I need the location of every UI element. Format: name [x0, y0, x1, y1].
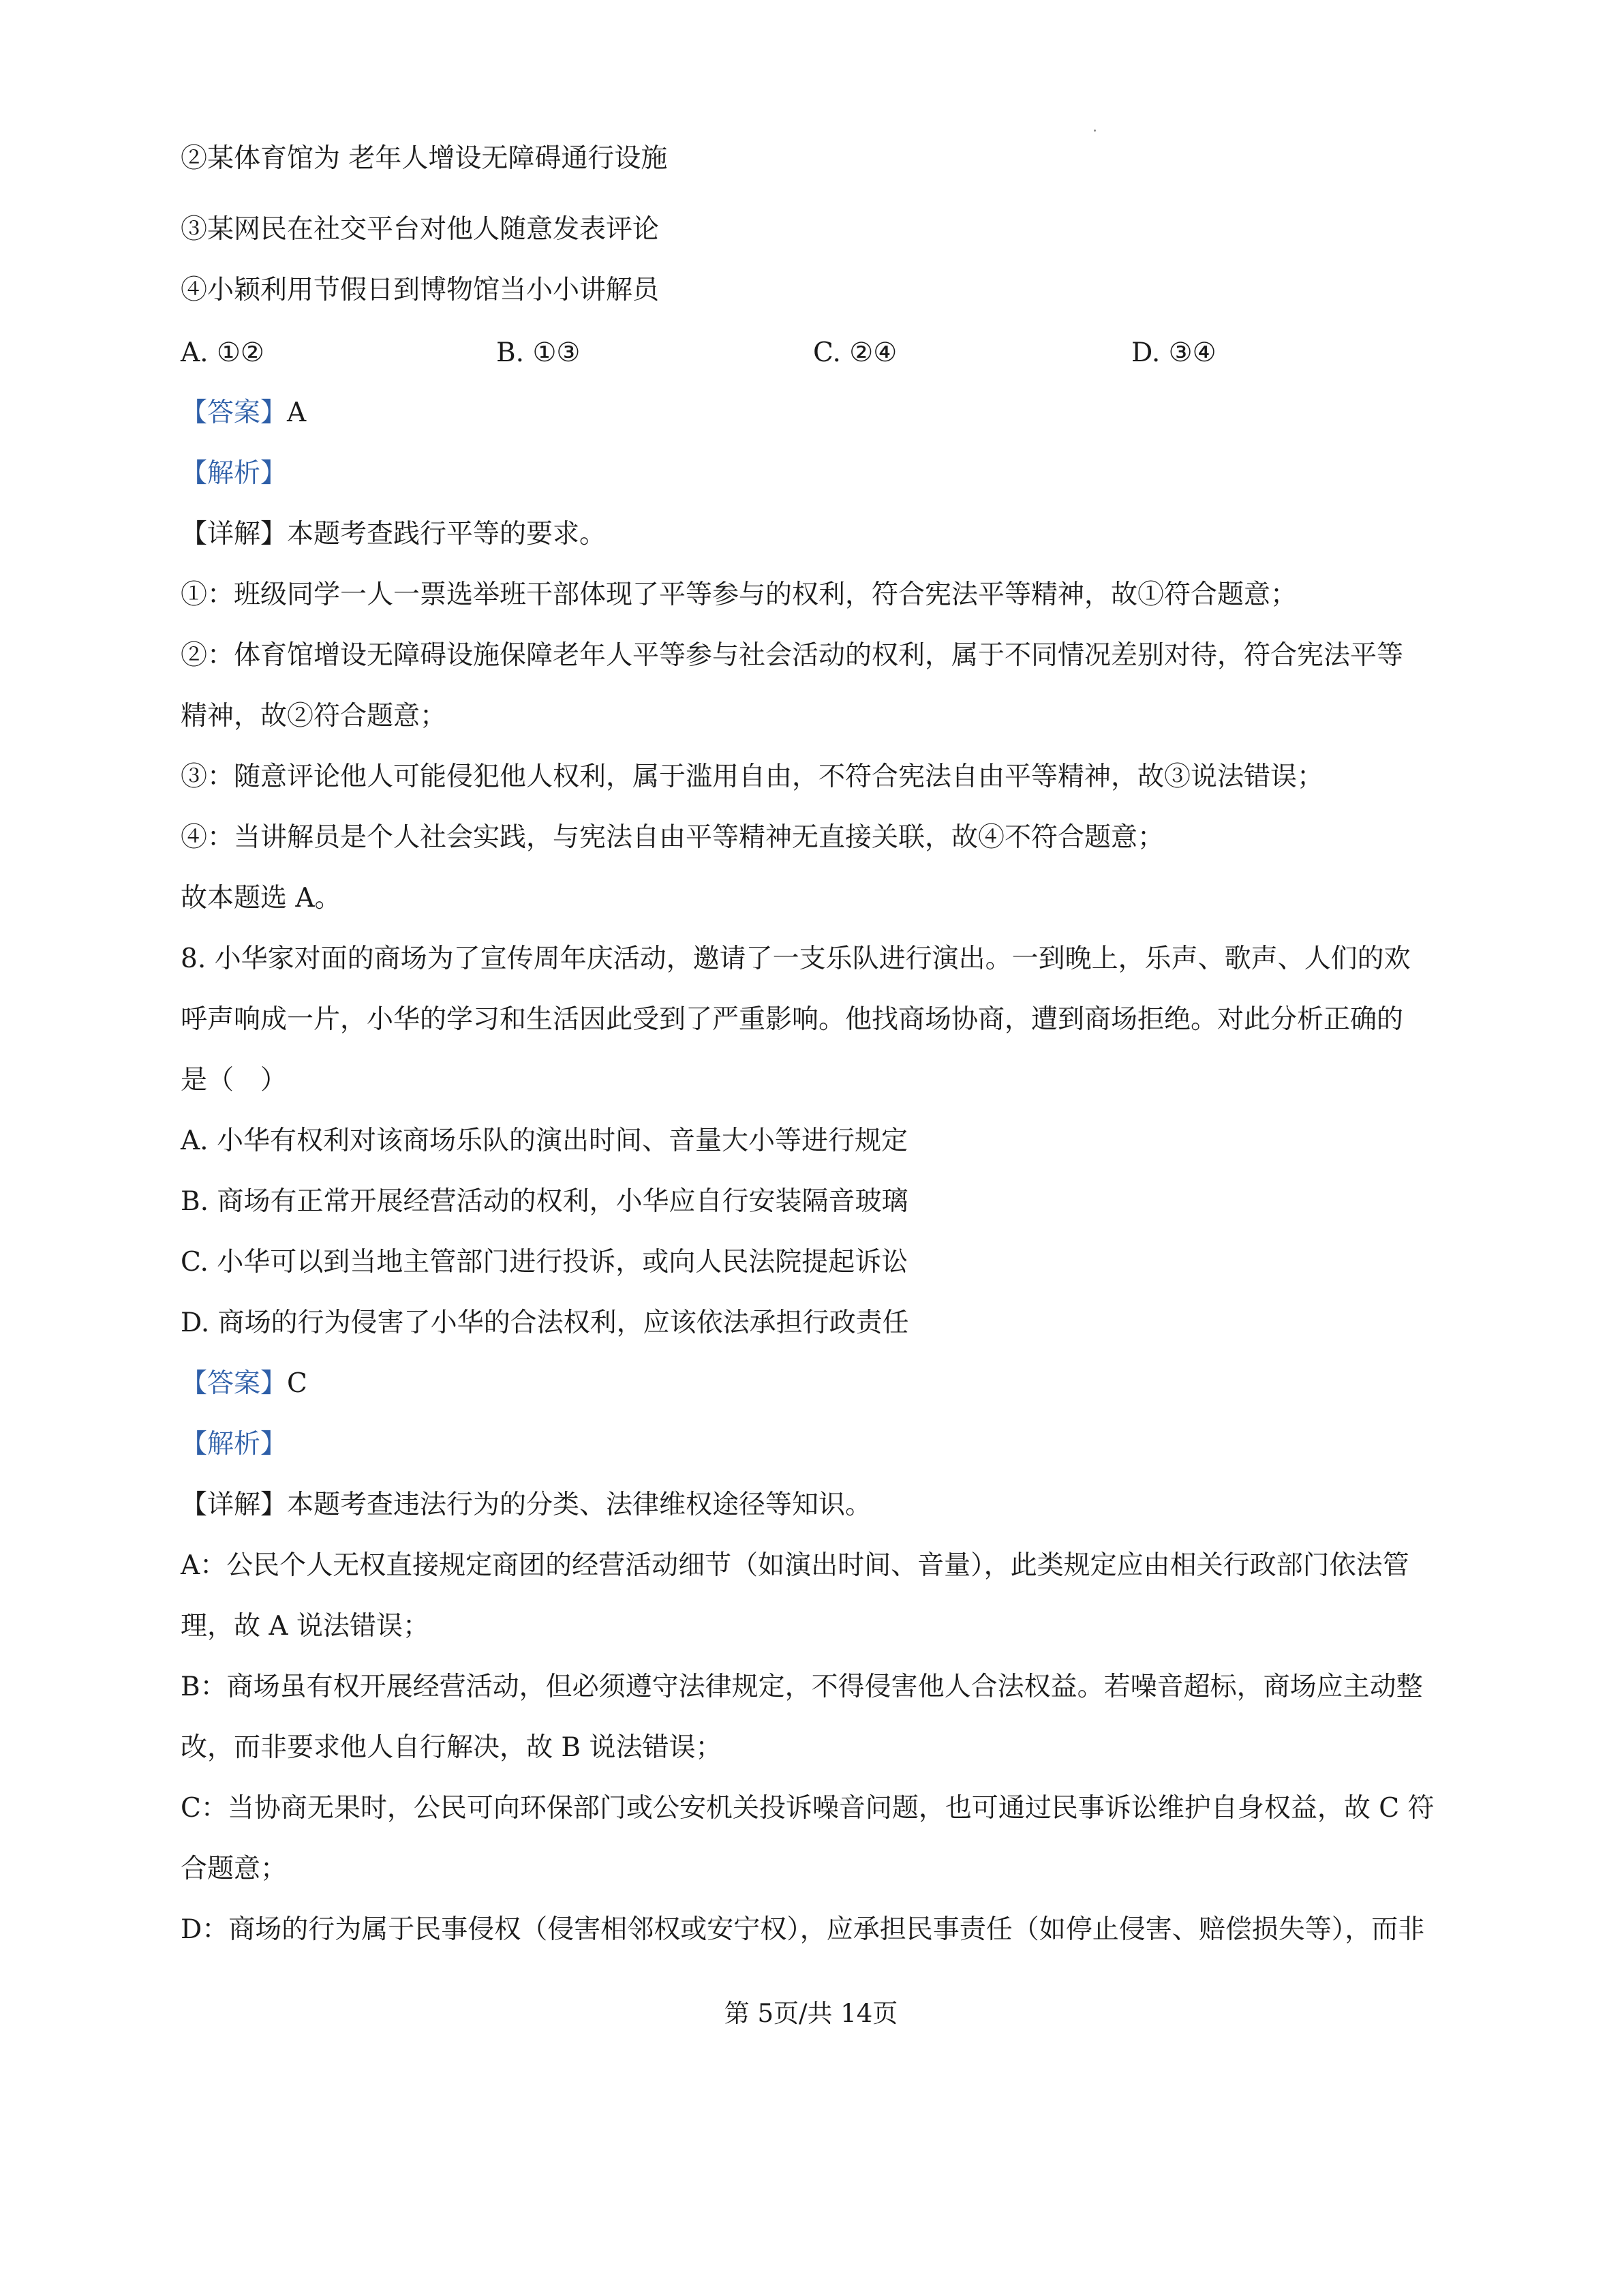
analysis-label: 【解析】 [181, 458, 288, 489]
q7-detail [181, 515, 606, 554]
q7-option-a: A. ①② [181, 337, 264, 368]
q8-option-d: D. 商场的行为侵害了小华的合法权利，应该依法承担行政责任 [181, 1308, 909, 1338]
q8-stem-line-1: 8. 小华家对面的商场为了宣传周年庆活动，邀请了一支乐队进行演出。一到晚上，乐声、歌声、人们的欢 [181, 943, 1411, 974]
q7-conclusion: 故本题选 A。 [181, 883, 341, 913]
analysis-label: 【解析】 [181, 1429, 288, 1460]
detail-intro: 本题考查践行平等的要求。 [287, 519, 607, 549]
q8-explanation-a: A：公民个人无权直接规定商团的经营活动细节（如演出时间、音量），此类规定应由相关行政部门依法管 [181, 1550, 1409, 1581]
answer-value: C [287, 1368, 307, 1399]
q7-option-d: D. ③④ [1131, 337, 1216, 368]
q7-option-b: B. ①③ [496, 337, 581, 368]
detail-intro: 本题考查违法行为的分类、法律维权途径等知识。 [287, 1490, 872, 1520]
q7-analysis [181, 455, 287, 493]
q8-detail [181, 1486, 872, 1524]
q7-item-2: ②某体育馆为 老年人增设无障碍通行设施 [181, 143, 668, 174]
q7-answer [181, 394, 306, 432]
scan-speck [1094, 130, 1096, 132]
q7-option-c: C. ②④ [813, 337, 898, 368]
q7-explanation-4: ④：当讲解员是个人社会实践，与宪法自由平等精神无直接关联，故④不符合题意； [181, 822, 1165, 853]
q8-explanation-a-cont: 理，故 A 说法错误； [181, 1611, 429, 1642]
page-footer: 第 5页/共 14页 [724, 1999, 898, 2028]
q7-explanation-3: ③：随意评论他人可能侵犯他人权利，属于滥用自由，不符合宪法自由平等精神，故③说法错误； [181, 761, 1324, 792]
q8-option-b: B. 商场有正常开展经营活动的权利，小华应自行安装隔音玻璃 [181, 1186, 908, 1217]
answer-label: 【答案】 [181, 397, 288, 428]
q8-explanation-c-cont: 合题意； [181, 1854, 288, 1884]
q8-explanation-b: B：商场虽有权开展经营活动，但必须遵守法律规定，不得侵害他人合法权益。若噪音超标，商场应主动整 [181, 1672, 1423, 1702]
detail-label: 【详解】 [181, 519, 288, 549]
q8-stem-line-3: 是（ ） [181, 1065, 288, 1096]
q8-explanation-c: C：当协商无果时，公民可向环保部门或公安机关投诉噪音问题，也可通过民事诉讼维护自身权益，故 C 符 [181, 1793, 1435, 1824]
q8-explanation-d: D：商场的行为属于民事侵权（侵害相邻权或安宁权），应承担民事责任（如停止侵害、赔偿损失等），而非 [181, 1914, 1425, 1945]
q8-explanation-b-cont: 改，而非要求他人自行解决，故 B 说法错误； [181, 1732, 722, 1763]
q7-item-4: ④小颖利用节假日到博物馆当小小讲解员 [181, 275, 660, 305]
q8-analysis [181, 1425, 287, 1464]
q8-answer [181, 1365, 307, 1403]
q7-explanation-1: ①：班级同学一人一票选举班干部体现了平等参与的权利，符合宪法平等精神，故①符合题意； [181, 579, 1298, 610]
answer-value: A [287, 397, 307, 428]
q8-option-c: C. 小华可以到当地主管部门进行投诉，或向人民法院提起诉讼 [181, 1247, 908, 1278]
q7-item-3: ③某网民在社交平台对他人随意发表评论 [181, 214, 660, 245]
detail-label: 【详解】 [181, 1490, 288, 1520]
answer-label: 【答案】 [181, 1368, 288, 1399]
q7-explanation-2: ②：体育馆增设无障碍设施保障老年人平等参与社会活动的权利，属于不同情况差别对待，符合宪法平等 [181, 640, 1404, 671]
q8-stem-line-2: 呼声响成一片，小华的学习和生活因此受到了严重影响。他找商场协商，遭到商场拒绝。对此分析正确的 [181, 1004, 1404, 1035]
q7-explanation-2-cont: 精神，故②符合题意； [181, 701, 447, 731]
q8-option-a: A. 小华有权利对该商场乐队的演出时间、音量大小等进行规定 [181, 1126, 908, 1156]
